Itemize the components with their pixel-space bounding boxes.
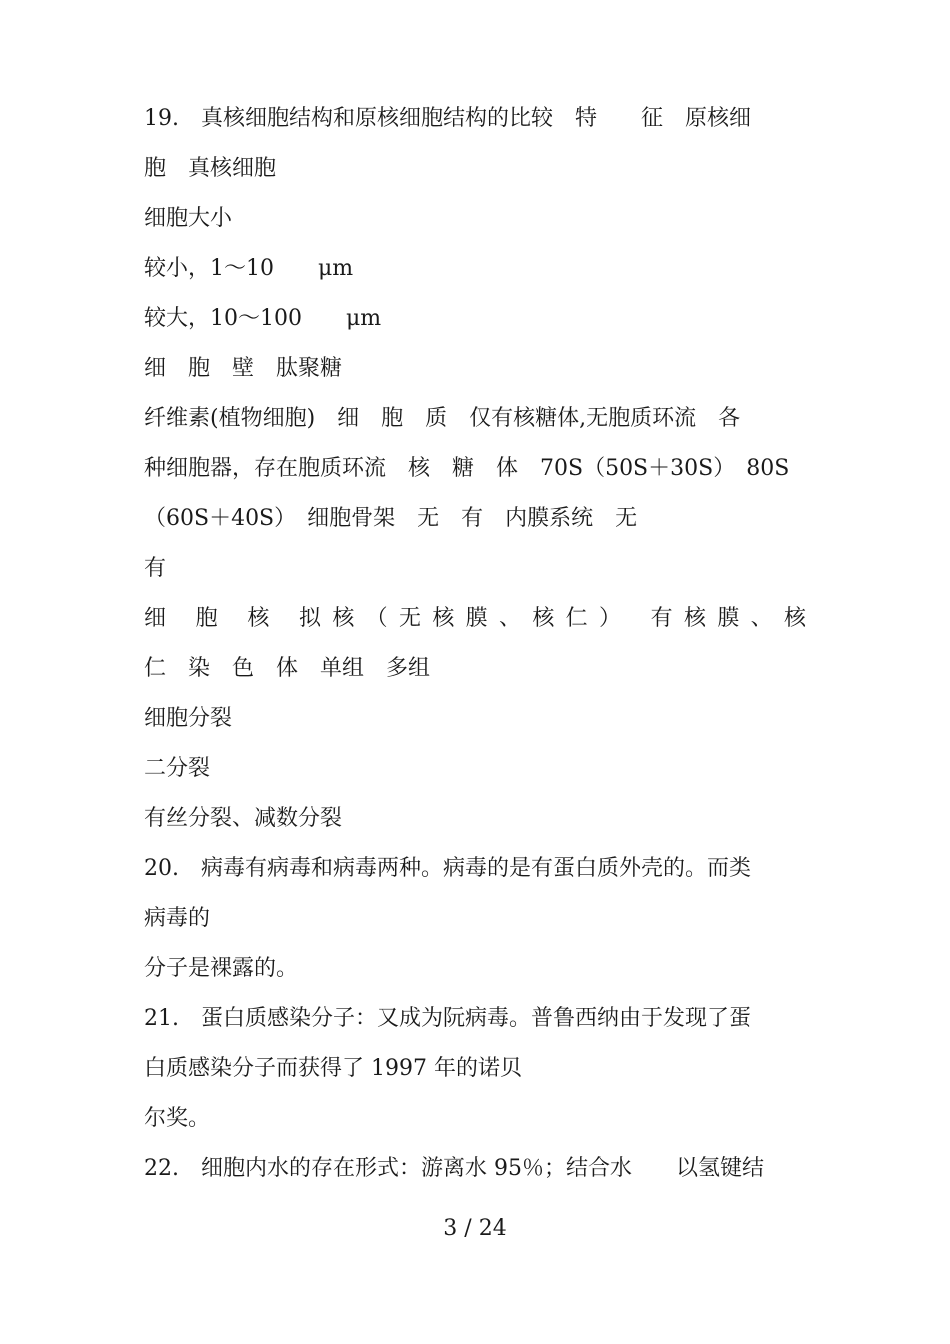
text-line: 细 胞 壁 肽聚糖: [144, 356, 343, 381]
text-line: 较小，1～10 μm: [144, 256, 354, 281]
text-line: 20. 病毒有病毒和病毒两种。病毒的是有蛋白质外壳的。而类: [144, 856, 751, 881]
text-line: 纤维素(植物细胞) 细 胞 质 仅有核糖体,无胞质环流 各: [144, 406, 741, 431]
text-line: 分子是裸露的。: [144, 956, 299, 981]
text-line: 胞 真核细胞: [144, 156, 277, 181]
text-line: 细 胞 核 拟核（无核膜、核仁） 有核膜、核: [144, 606, 806, 631]
text-line: 种细胞器，存在胞质环流 核 糖 体 70S（50S＋30S） 80S: [144, 456, 790, 481]
text-line: 细胞分裂: [144, 706, 233, 731]
text-line: 尔奖。: [144, 1106, 211, 1131]
text-line: 细胞大小: [144, 206, 233, 231]
text-line: 有: [144, 556, 167, 581]
text-line: 较大，10～100 μm: [144, 306, 382, 331]
page-number: 3 / 24: [443, 1216, 507, 1241]
text-line: 19. 真核细胞结构和原核细胞结构的比较 特 征 原核细: [144, 106, 751, 131]
text-line: 病毒的: [144, 906, 211, 931]
text-line: 二分裂: [144, 756, 211, 781]
text-line: 22. 细胞内水的存在形式：游离水 95％；结合水 以氢键结: [144, 1156, 764, 1181]
text-line: 白质感染分子而获得了 1997 年的诺贝: [144, 1056, 522, 1081]
text-line: 有丝分裂、减数分裂: [144, 806, 343, 831]
text-line: 仁 染 色 体 单组 多组: [144, 656, 431, 681]
text-line: 21. 蛋白质感染分子：又成为阮病毒。普鲁西纳由于发现了蛋: [144, 1006, 751, 1031]
text-line: （60S＋40S） 细胞骨架 无 有 内膜系统 无: [144, 506, 638, 531]
